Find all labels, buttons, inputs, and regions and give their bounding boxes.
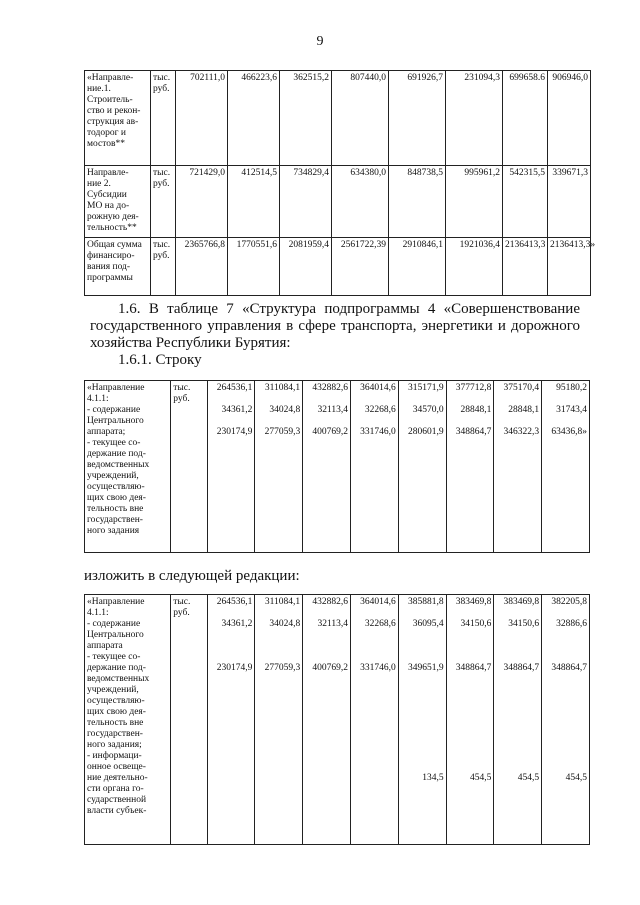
value-line: 264536,1 xyxy=(216,597,253,607)
value-cell: 542315,5 xyxy=(503,166,548,238)
row-name-line: аппарата xyxy=(87,641,123,651)
structure-table-old-row xyxy=(84,380,590,553)
value-line: 134,5 xyxy=(422,773,444,783)
row-name-line: рожную дея- xyxy=(87,212,139,222)
row-name-line: Общая сумма xyxy=(87,240,142,250)
value-cell xyxy=(255,595,303,845)
value-line: 34024,8 xyxy=(269,619,301,629)
unit-cell xyxy=(151,238,176,296)
value-line: 32113,4 xyxy=(317,405,348,415)
value-line: 31743,4 xyxy=(556,405,587,415)
value-cell xyxy=(255,381,303,553)
row-name-line: вания под- xyxy=(87,262,131,272)
value-cell xyxy=(542,595,590,845)
value-line: 311084,1 xyxy=(264,383,301,393)
row-name-line: - текущее со- xyxy=(87,438,141,448)
row-name-line: ведомственных xyxy=(87,674,150,684)
value-line: 348864,7 xyxy=(455,663,492,673)
paragraph-1-6: 1.6. В таблице 7 «Структура подпрограммы 4 «Совершенствование государственного управления в сфере транспорта, энергетики и дорожного хозяйства Республики Бурятия: xyxy=(90,301,580,351)
row-name-line: Направле- xyxy=(87,168,129,178)
row-name-line: держание под- xyxy=(87,663,146,673)
value-line: 454,5 xyxy=(517,773,540,783)
value-line: 32113,4 xyxy=(317,619,348,629)
value-line xyxy=(305,773,348,795)
value-cell: 2081959,4 xyxy=(280,238,332,296)
row-name-line: осуществляю- xyxy=(87,482,145,492)
value-line: 34361,2 xyxy=(221,619,253,629)
value-cell: 848738,5 xyxy=(389,166,446,238)
row-name-line: ного задания xyxy=(87,526,140,536)
value-cell: 699658.6 xyxy=(503,71,548,166)
value-line: 28848,1 xyxy=(460,405,492,415)
value-cell xyxy=(446,381,494,553)
value-cell xyxy=(207,595,255,845)
value-cell: 807440,0 xyxy=(332,71,389,166)
row-name-line: государствен- xyxy=(87,515,143,525)
structure-table-new-row xyxy=(84,594,590,845)
value-line: 34024,8 xyxy=(269,405,301,415)
row-name-line: 4.1.1: xyxy=(87,394,109,404)
value-line: 348864,7 xyxy=(455,427,492,437)
value-cell: 231094,3 xyxy=(446,71,503,166)
row-name-line: щих свою дея- xyxy=(87,707,146,717)
funding-table-continued xyxy=(84,70,596,296)
unit-cell xyxy=(151,166,176,238)
unit-line: тыс. xyxy=(173,383,191,393)
value-cell: 1921036,4 xyxy=(446,238,503,296)
value-line: 32886,6 xyxy=(556,619,587,629)
row-name-line: программы xyxy=(87,273,133,283)
value-line: 280601,9 xyxy=(407,427,444,437)
value-cell xyxy=(303,595,351,845)
value-line: 375170,4 xyxy=(503,383,540,393)
unit-cell xyxy=(171,595,207,845)
value-line: 364014,6 xyxy=(360,597,396,607)
value-cell: 1770551,6 xyxy=(228,238,280,296)
value-line: 264536,1 xyxy=(216,383,253,393)
row-name-line: тельность вне xyxy=(87,718,144,728)
value-cell xyxy=(350,595,398,845)
row-name-line: 4.1.1: xyxy=(87,608,109,618)
value-cell xyxy=(446,595,494,845)
value-cell: 702111,0 xyxy=(176,71,228,166)
value-line: 454,5 xyxy=(565,773,587,783)
value-line xyxy=(210,773,253,795)
value-line xyxy=(353,773,396,795)
unit-line: руб. xyxy=(173,608,190,618)
value-line: 385881,8 xyxy=(407,597,444,607)
value-line: 348864,7 xyxy=(503,663,540,673)
value-line: 383469,8 xyxy=(503,597,540,607)
value-line: 34570,0 xyxy=(412,405,444,415)
table-row xyxy=(85,381,590,553)
row-name-line: учреждений, xyxy=(87,471,139,481)
value-cell: 2910846,1 xyxy=(389,238,446,296)
row-name-line: ние деятельно- xyxy=(87,773,148,783)
value-line: 34150,6 xyxy=(460,619,492,629)
unit-line: тыс. xyxy=(153,240,171,250)
value-line: 277059,3 xyxy=(264,427,301,437)
row-name-line: сти органа го- xyxy=(87,784,144,794)
unit-line: тыс. xyxy=(153,168,171,178)
row-name-line: Центрального xyxy=(87,630,144,640)
unit-line: тыс. xyxy=(173,597,191,607)
table-row xyxy=(85,595,590,845)
unit-line: руб. xyxy=(153,251,170,261)
row-name-line: мостов** xyxy=(87,139,125,149)
unit-cell xyxy=(171,381,207,553)
value-cell: 906946,0 xyxy=(548,71,591,166)
value-line: 377712,8 xyxy=(455,383,492,393)
row-name-line: Субсидии xyxy=(87,190,127,200)
row-name-cell xyxy=(85,381,171,553)
value-cell: 466223,6 xyxy=(228,71,280,166)
value-cell xyxy=(494,381,542,553)
value-line: 400769,2 xyxy=(312,663,348,673)
row-name-line: власти субъек- xyxy=(87,806,147,816)
row-name-line: государствен- xyxy=(87,729,143,739)
value-cell xyxy=(350,381,398,553)
value-cell xyxy=(207,381,255,553)
value-cell: 362515,2 xyxy=(280,71,332,166)
row-name-line: ство и рекон- xyxy=(87,106,141,116)
value-cell: 2136413,3 xyxy=(503,238,548,296)
row-name-line: аппарата; xyxy=(87,427,126,437)
value-line: 331746,0 xyxy=(360,427,396,437)
row-name-line: «Направление xyxy=(87,383,145,393)
row-name-line: струкция ав- xyxy=(87,117,139,127)
value-cell xyxy=(494,595,542,845)
row-name-line: МО на до- xyxy=(87,201,130,211)
row-name-line: - содержание xyxy=(87,405,141,415)
row-name-line: ние 2. xyxy=(87,179,111,189)
unit-line: руб. xyxy=(153,179,170,189)
row-name-line: ного задания; xyxy=(87,740,142,750)
value-cell xyxy=(303,381,351,553)
row-name-line: финансиро- xyxy=(87,251,135,261)
value-line: 34150,6 xyxy=(508,619,540,629)
row-name-cell xyxy=(85,166,151,238)
value-line: 349651,9 xyxy=(407,663,444,673)
value-line: 277059,3 xyxy=(264,663,301,673)
value-cell: 2561722,39 xyxy=(332,238,389,296)
row-name-line: «Направление xyxy=(87,597,145,607)
table-row xyxy=(85,166,591,238)
row-name-line: осуществляю- xyxy=(87,696,145,706)
value-line: 346322,3 xyxy=(503,427,540,437)
row-name-line: щих свою дея- xyxy=(87,493,146,503)
value-line: 230174,9 xyxy=(216,427,253,437)
table-row xyxy=(85,71,591,166)
value-cell: 412514,5 xyxy=(228,166,280,238)
paragraph-replace: изложить в следующей редакции: xyxy=(84,568,300,584)
row-name-line: онное освеще- xyxy=(87,762,146,772)
value-cell: 2136413,3» xyxy=(548,238,591,296)
value-line: 34361,2 xyxy=(221,405,253,415)
row-name-line: Центрального xyxy=(87,416,144,426)
value-line: 382205,8 xyxy=(551,597,587,607)
row-name-line: тельность** xyxy=(87,223,137,233)
unit-line: тыс. xyxy=(153,73,171,83)
value-cell xyxy=(398,595,446,845)
value-cell: 721429,0 xyxy=(176,166,228,238)
row-name-line: тельность вне xyxy=(87,504,144,514)
page-number: 9 xyxy=(316,34,324,49)
row-name-cell xyxy=(85,71,151,166)
value-line: 32268,6 xyxy=(364,405,396,415)
value-line: 432882,6 xyxy=(312,597,348,607)
row-name-line: сударственной xyxy=(87,795,147,805)
row-name-line: тодорог и xyxy=(87,128,126,138)
row-name-line: - содержание xyxy=(87,619,141,629)
value-line: 95180,2 xyxy=(556,383,587,393)
row-name-line: ние.1. xyxy=(87,84,111,94)
unit-line: руб. xyxy=(153,84,170,94)
value-line: 454,5 xyxy=(470,773,492,783)
value-line: 230174,9 xyxy=(216,663,253,673)
value-line: 315171,9 xyxy=(407,383,444,393)
unit-cell xyxy=(151,71,176,166)
value-line: 32268,6 xyxy=(364,619,396,629)
table-row xyxy=(85,238,591,296)
value-line: 63436,8» xyxy=(551,427,587,437)
row-name-cell xyxy=(85,238,151,296)
row-name-line: Строитель- xyxy=(87,95,133,105)
value-cell: 995961,2 xyxy=(446,166,503,238)
value-cell: 691926,7 xyxy=(389,71,446,166)
value-line: 432882,6 xyxy=(312,383,348,393)
row-name-line: держание под- xyxy=(87,449,146,459)
value-cell xyxy=(542,381,590,553)
value-cell: 2365766,8 xyxy=(176,238,228,296)
value-line: 331746,0 xyxy=(360,663,396,673)
unit-line: руб. xyxy=(173,394,190,404)
value-line: 28848,1 xyxy=(508,405,540,415)
value-line: 383469,8 xyxy=(455,597,492,607)
value-line: 36095,4 xyxy=(412,619,444,629)
value-cell: 634380,0 xyxy=(332,166,389,238)
value-line: 364014,6 xyxy=(360,383,396,393)
value-line: 400769,2 xyxy=(312,427,348,437)
row-name-line: «Направле- xyxy=(87,73,134,83)
row-name-line: ведомственных xyxy=(87,460,150,470)
value-cell: 734829,4 xyxy=(280,166,332,238)
value-line xyxy=(257,773,300,795)
row-name-line: - текущее со- xyxy=(87,652,141,662)
value-cell xyxy=(398,381,446,553)
row-name-line: - информаци- xyxy=(87,751,142,761)
row-name-cell xyxy=(85,595,171,845)
paragraph-1-6-1: 1.6.1. Строку xyxy=(118,352,202,368)
value-cell: 339671,3 xyxy=(548,166,591,238)
row-name-line: учреждений, xyxy=(87,685,139,695)
value-line: 348864,7 xyxy=(551,663,587,673)
value-line: 311084,1 xyxy=(264,597,301,607)
